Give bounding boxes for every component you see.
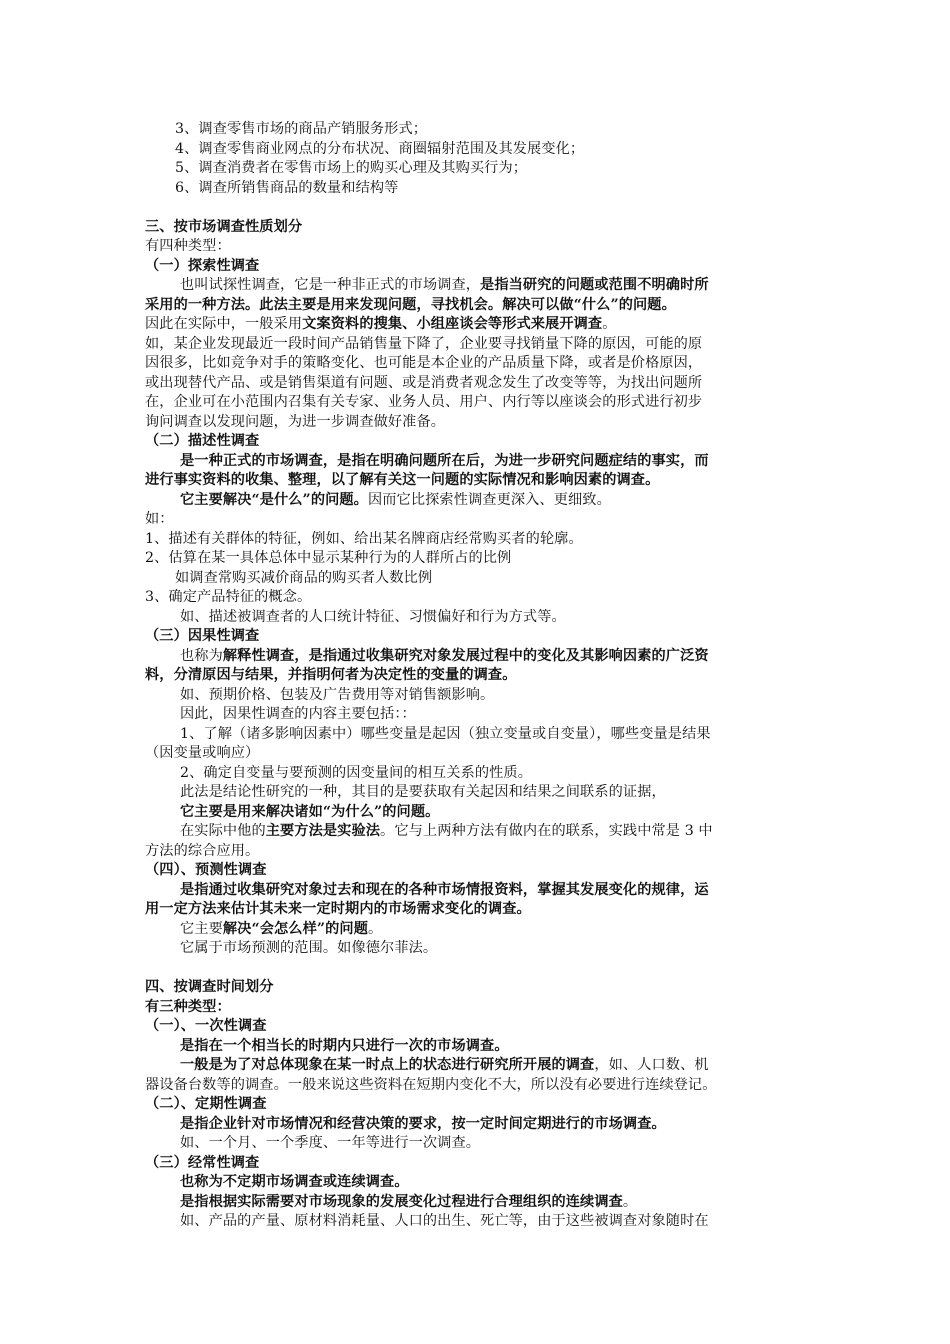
paragraph-line: 也称为不定期市场调查或连续调查。 bbox=[180, 1174, 409, 1190]
list-item: 3、调查零售市场的商品产销服务形式； bbox=[175, 121, 428, 137]
paragraph-line: 或出现替代产品、或是销售渠道有问题、或是消费者观念发生了改变等等，为找出问题所 bbox=[145, 374, 703, 391]
section-intro: 有三种类型： bbox=[145, 998, 231, 1015]
list-item: 如调查常购买减价商品的购买者人数比例 bbox=[175, 569, 433, 586]
subsection-heading: （一）探索性调查 bbox=[145, 257, 260, 274]
paragraph-line: 料，分清原因与结果，并指明何者为决定性的变量的调查。 bbox=[145, 667, 517, 683]
paragraph-line: 它主要解决“会怎么样”的问题。 bbox=[180, 920, 383, 937]
paragraph-line: 一般是为了对总体现象在某一时点上的状态进行研究所开展的调查，如、人口数、机 bbox=[180, 1057, 709, 1073]
document-page bbox=[145, 120, 807, 1232]
subsection-heading: （三）经常性调查 bbox=[145, 1154, 260, 1171]
paragraph-line: 1、了解（诸多影响因素中）哪些变量是起因（独立变量或自变量），哪些变量是结果 bbox=[180, 725, 711, 742]
paragraph-line: 如，某企业发现最近一段时间产品销售量下降了，企业要寻找销量下降的原因，可能的原 bbox=[145, 335, 703, 352]
paragraph-line: 它主要解决“是什么”的问题。因而它比探索性调查更深入、更细致。 bbox=[180, 491, 611, 508]
paragraph-line: 如： bbox=[145, 511, 174, 527]
paragraph-line: 在，企业可在小范围内召集有关专家、业务人员、用户、内行等以座谈会的形式进行初步 bbox=[145, 394, 703, 410]
section-intro: 有四种类型： bbox=[145, 238, 231, 254]
section-heading: 三、按市场调查性质划分 bbox=[145, 218, 303, 235]
section-heading: 四、按调查时间划分 bbox=[145, 979, 274, 995]
paragraph-line: （因变量或响应） bbox=[145, 745, 260, 761]
paragraph-line: 是指通过收集研究对象过去和现在的各种市场情报资料，掌握其发展变化的规律，运 bbox=[180, 881, 709, 898]
paragraph-line: 是指在一个相当长的时期内只进行一次的市场调查。 bbox=[180, 1037, 509, 1054]
paragraph-line: 采用的一种方法。此法主要是用来发现问题，寻找机会。解决可以做“什么”的问题。 bbox=[145, 296, 676, 313]
paragraph-line: 是一种正式的市场调查，是指在明确问题所在后，为进一步研究问题症结的事实，而 bbox=[180, 452, 709, 469]
paragraph-line: 也叫试探性调查，它是一种非正式的市场调查，是指当研究的问题或范围不明确时所 bbox=[180, 277, 709, 293]
paragraph-line: 如、预期价格、包装及广告费用等对销售额影响。 bbox=[180, 686, 495, 703]
paragraph-line: 询问调查以发现问题，为进一步调查做好准备。 bbox=[145, 413, 446, 430]
spacer bbox=[145, 959, 807, 979]
list-item: 如、描述被调查者的人口统计特征、习惯偏好和行为方式等。 bbox=[180, 608, 566, 625]
paragraph-line: 如、产品的产量、原材料消耗量、人口的出生、死亡等，由于这些被调查对象随时在 bbox=[180, 1213, 709, 1229]
subsection-heading: （二）、定期性调查 bbox=[145, 1096, 267, 1112]
paragraph-line: 如、一个月、一个季度、一年等进行一次调查。 bbox=[180, 1135, 481, 1151]
paragraph-line: 2、确定自变量与要预测的因变量间的相互关系的性质。 bbox=[180, 764, 533, 781]
list-item: 2、估算在某一具体总体中显示某种行为的人群所占的比例 bbox=[145, 550, 512, 566]
paragraph-line: 因很多，比如竞争对手的策略变化、也可能是本企业的产品质量下降，或者是价格原因， bbox=[145, 355, 703, 371]
paragraph-line: 进行事实资料的收集、整理，以了解有关这一问题的实际情况和影响因素的调查。 bbox=[145, 472, 660, 488]
list-item: 3、确定产品特征的概念。 bbox=[145, 589, 312, 605]
list-item: 6、调查所销售商品的数量和结构等 bbox=[175, 179, 399, 196]
paragraph-line: 此法是结论性研究的一种，其目的是要获取有关起因和结果之间联系的证据， bbox=[180, 784, 666, 800]
paragraph-line: 方法的综合应用。 bbox=[145, 842, 260, 859]
paragraph-line: 器设备台数等的调查。一般来说这些资料在短期内变化不大，所以没有必要进行连续登记。 bbox=[145, 1076, 717, 1093]
paragraph-line: 因此在实际中，一般采用文案资料的搜集、小组座谈会等形式来展开调查。 bbox=[145, 316, 617, 332]
paragraph-line: 因此，因果性调查的内容主要包括：： bbox=[180, 706, 416, 722]
spacer bbox=[145, 198, 807, 218]
paragraph-line: 它主要是用来解决诸如“为什么”的问题。 bbox=[180, 803, 440, 820]
subsection-heading: （三）因果性调查 bbox=[145, 628, 260, 644]
subsection-heading: （四）、预测性调查 bbox=[145, 862, 267, 878]
list-item: 4、调查零售商业网点的分布状况、商圈辐射范围及其发展变化； bbox=[175, 140, 585, 157]
paragraph-line: 在实际中他的主要方法是实验法。它与上两种方法有做内在的联系，实践中常是 3 中 bbox=[180, 823, 713, 839]
paragraph-line: 是指企业针对市场情况和经营决策的要求，按一定时间定期进行的市场调查。 bbox=[180, 1115, 666, 1132]
subsection-heading: （一）、一次性调查 bbox=[145, 1018, 267, 1034]
subsection-heading: （二）描述性调查 bbox=[145, 433, 260, 449]
list-item: 5、调查消费者在零售市场上的购买心理及其购买行为； bbox=[175, 160, 528, 176]
paragraph-line: 是指根据实际需要对市场现象的发展变化过程进行合理组织的连续调查。 bbox=[180, 1193, 638, 1210]
paragraph-line: 也称为解释性调查，是指通过收集研究对象发展过程中的变化及其影响因素的广泛资 bbox=[180, 647, 709, 664]
paragraph-line: 用一定方法来估计其未来一定时期内的市场需求变化的调查。 bbox=[145, 901, 531, 917]
list-item: 1、描述有关群体的特征，例如、给出某名牌商店经常购买者的轮廓。 bbox=[145, 530, 583, 547]
paragraph-line: 它属于市场预测的范围。如像德尔菲法。 bbox=[180, 940, 438, 956]
